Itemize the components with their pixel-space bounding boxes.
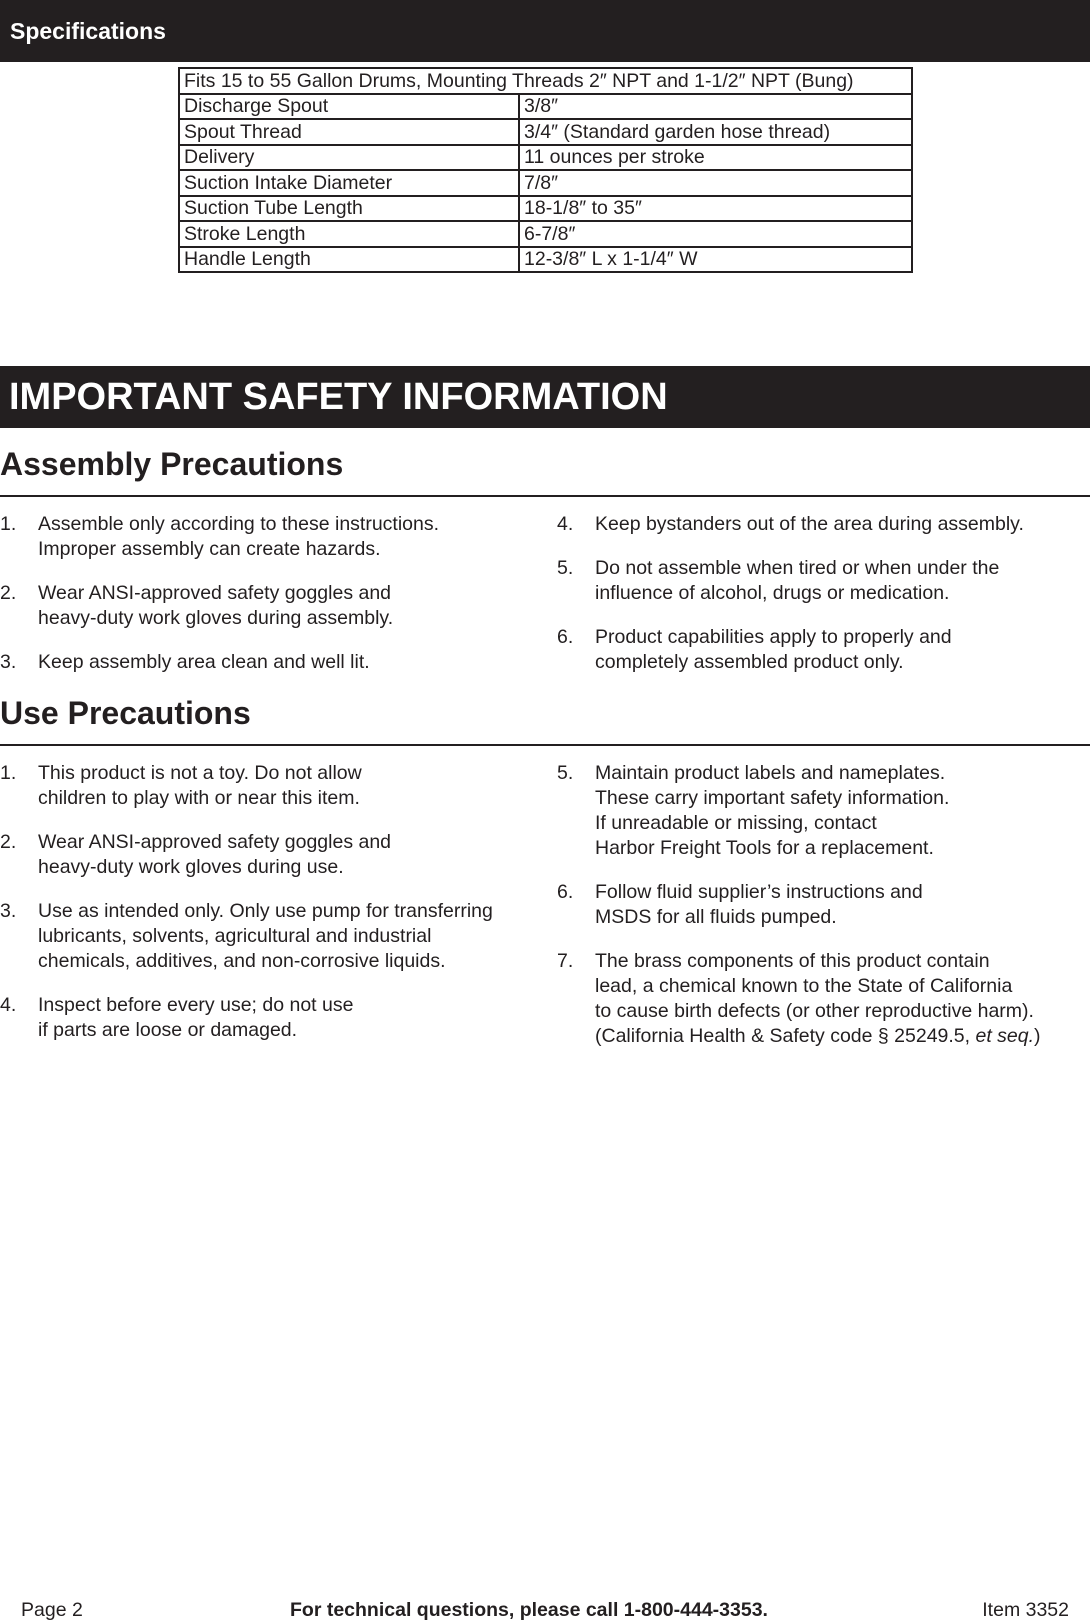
fits-cell: Fits 15 to 55 Gallon Drums, Mounting Threads 2″ NPT and 1-1/2″ NPT (Bung) (179, 68, 912, 94)
et-seq-text: et seq. (975, 1025, 1035, 1047)
closing-paren: ) (1034, 1025, 1041, 1047)
spec-label: Spout Thread (179, 119, 519, 145)
list-number: 4. (557, 513, 574, 535)
use-left-column (0, 761, 540, 1043)
list-number: 3. (0, 900, 17, 922)
spec-value: 3/8″ (519, 94, 912, 120)
safety-heading: IMPORTANT SAFETY INFORMATION (0, 366, 1090, 428)
list-item (557, 556, 1087, 606)
list-text: Assemble only according to these instructions. Improper assembly can create hazards. (38, 513, 440, 560)
list-text: Wear ANSI-approved safety goggles and heavy-duty work gloves during use. (38, 831, 392, 878)
spec-label: Suction Tube Length (179, 196, 519, 222)
list-item (557, 880, 1087, 930)
list-item (557, 761, 1087, 861)
use-precautions-title: Use Precautions (0, 695, 251, 731)
specifications-table (178, 67, 913, 273)
list-text: Use as intended only. Only use pump for transferring lubricants, solvents, agricultural and industrial chemicals, additives, and non-corrosive liquids. (38, 900, 493, 972)
list-number: 4. (0, 994, 17, 1016)
spec-value: 3/4″ (Standard garden hose thread) (519, 119, 912, 145)
list-number: 5. (557, 762, 574, 784)
table-row (179, 221, 912, 247)
list-number: 7. (557, 950, 574, 972)
list-number: 5. (557, 557, 574, 579)
use-right-column (557, 761, 1087, 1049)
spec-value: 12-3/8″ L x 1-1/4″ W (519, 247, 912, 273)
list-number: 6. (557, 881, 574, 903)
list-number: 2. (0, 582, 17, 604)
spec-label: Handle Length (179, 247, 519, 273)
list-number: 1. (0, 762, 17, 784)
list-text: Keep bystanders out of the area during assembly. (595, 513, 1024, 535)
table-row (179, 247, 912, 273)
table-row (179, 94, 912, 120)
list-item (0, 761, 540, 811)
assembly-precautions-title: Assembly Precautions (0, 446, 344, 482)
spec-value: 7/8″ (519, 170, 912, 196)
list-item (557, 512, 1087, 537)
list-text: Maintain product labels and nameplates. These carry important safety information. If unreadable or missing, contact Harbor Freight Tools for a replacement. (595, 762, 950, 859)
list-text: Keep assembly area clean and well lit. (38, 651, 370, 673)
specifications-heading: Specifications (0, 0, 1090, 62)
list-item (0, 830, 540, 880)
list-text: Inspect before every use; do not use if parts are loose or damaged. (38, 994, 354, 1041)
spec-label: Suction Intake Diameter (179, 170, 519, 196)
list-number: 6. (557, 626, 574, 648)
list-text: Wear ANSI-approved safety goggles and heavy-duty work gloves during assembly. (38, 582, 394, 629)
list-text: Product capabilities apply to properly and completely assembled product only. (595, 626, 952, 673)
spec-label: Stroke Length (179, 221, 519, 247)
list-item (0, 899, 540, 974)
list-text: Do not assemble when tired or when under the influence of alcohol, drugs or medication. (595, 557, 1000, 604)
list-item (557, 949, 1087, 1049)
list-number: 2. (0, 831, 17, 853)
list-text (595, 949, 1087, 1049)
item-number: Item 3352 (982, 1599, 1069, 1621)
spec-value: 6-7/8″ (519, 221, 912, 247)
list-number: 1. (0, 513, 17, 535)
table-row (179, 196, 912, 222)
list-number: 3. (0, 651, 17, 673)
assembly-left-column (0, 512, 540, 675)
list-item (557, 625, 1087, 675)
page-number: Page 2 (21, 1599, 83, 1621)
assembly-right-column (557, 512, 1087, 675)
technical-support-text: For technical questions, please call 1-800-444-3353. (290, 1599, 768, 1621)
section-divider (0, 744, 1090, 746)
list-text: This product is not a toy. Do not allow children to play with or near this item. (38, 762, 362, 809)
table-row (179, 145, 912, 171)
spec-value: 18-1/8″ to 35″ (519, 196, 912, 222)
list-item (0, 581, 540, 631)
spec-label: Discharge Spout (179, 94, 519, 120)
table-row (179, 119, 912, 145)
table-row (179, 68, 912, 94)
list-item (0, 993, 540, 1043)
prop65-text: The brass components of this product contain lead, a chemical known to the State of California to cause birth defects (or other reproductive harm). (California Health & Safety code § 25249.5, (595, 950, 1034, 1047)
spec-label: Delivery (179, 145, 519, 171)
list-item (0, 650, 540, 675)
list-text: Follow fluid supplier’s instructions and MSDS for all fluids pumped. (595, 881, 923, 928)
table-row (179, 170, 912, 196)
list-item (0, 512, 540, 562)
spec-value: 11 ounces per stroke (519, 145, 912, 171)
section-divider (0, 495, 1090, 497)
